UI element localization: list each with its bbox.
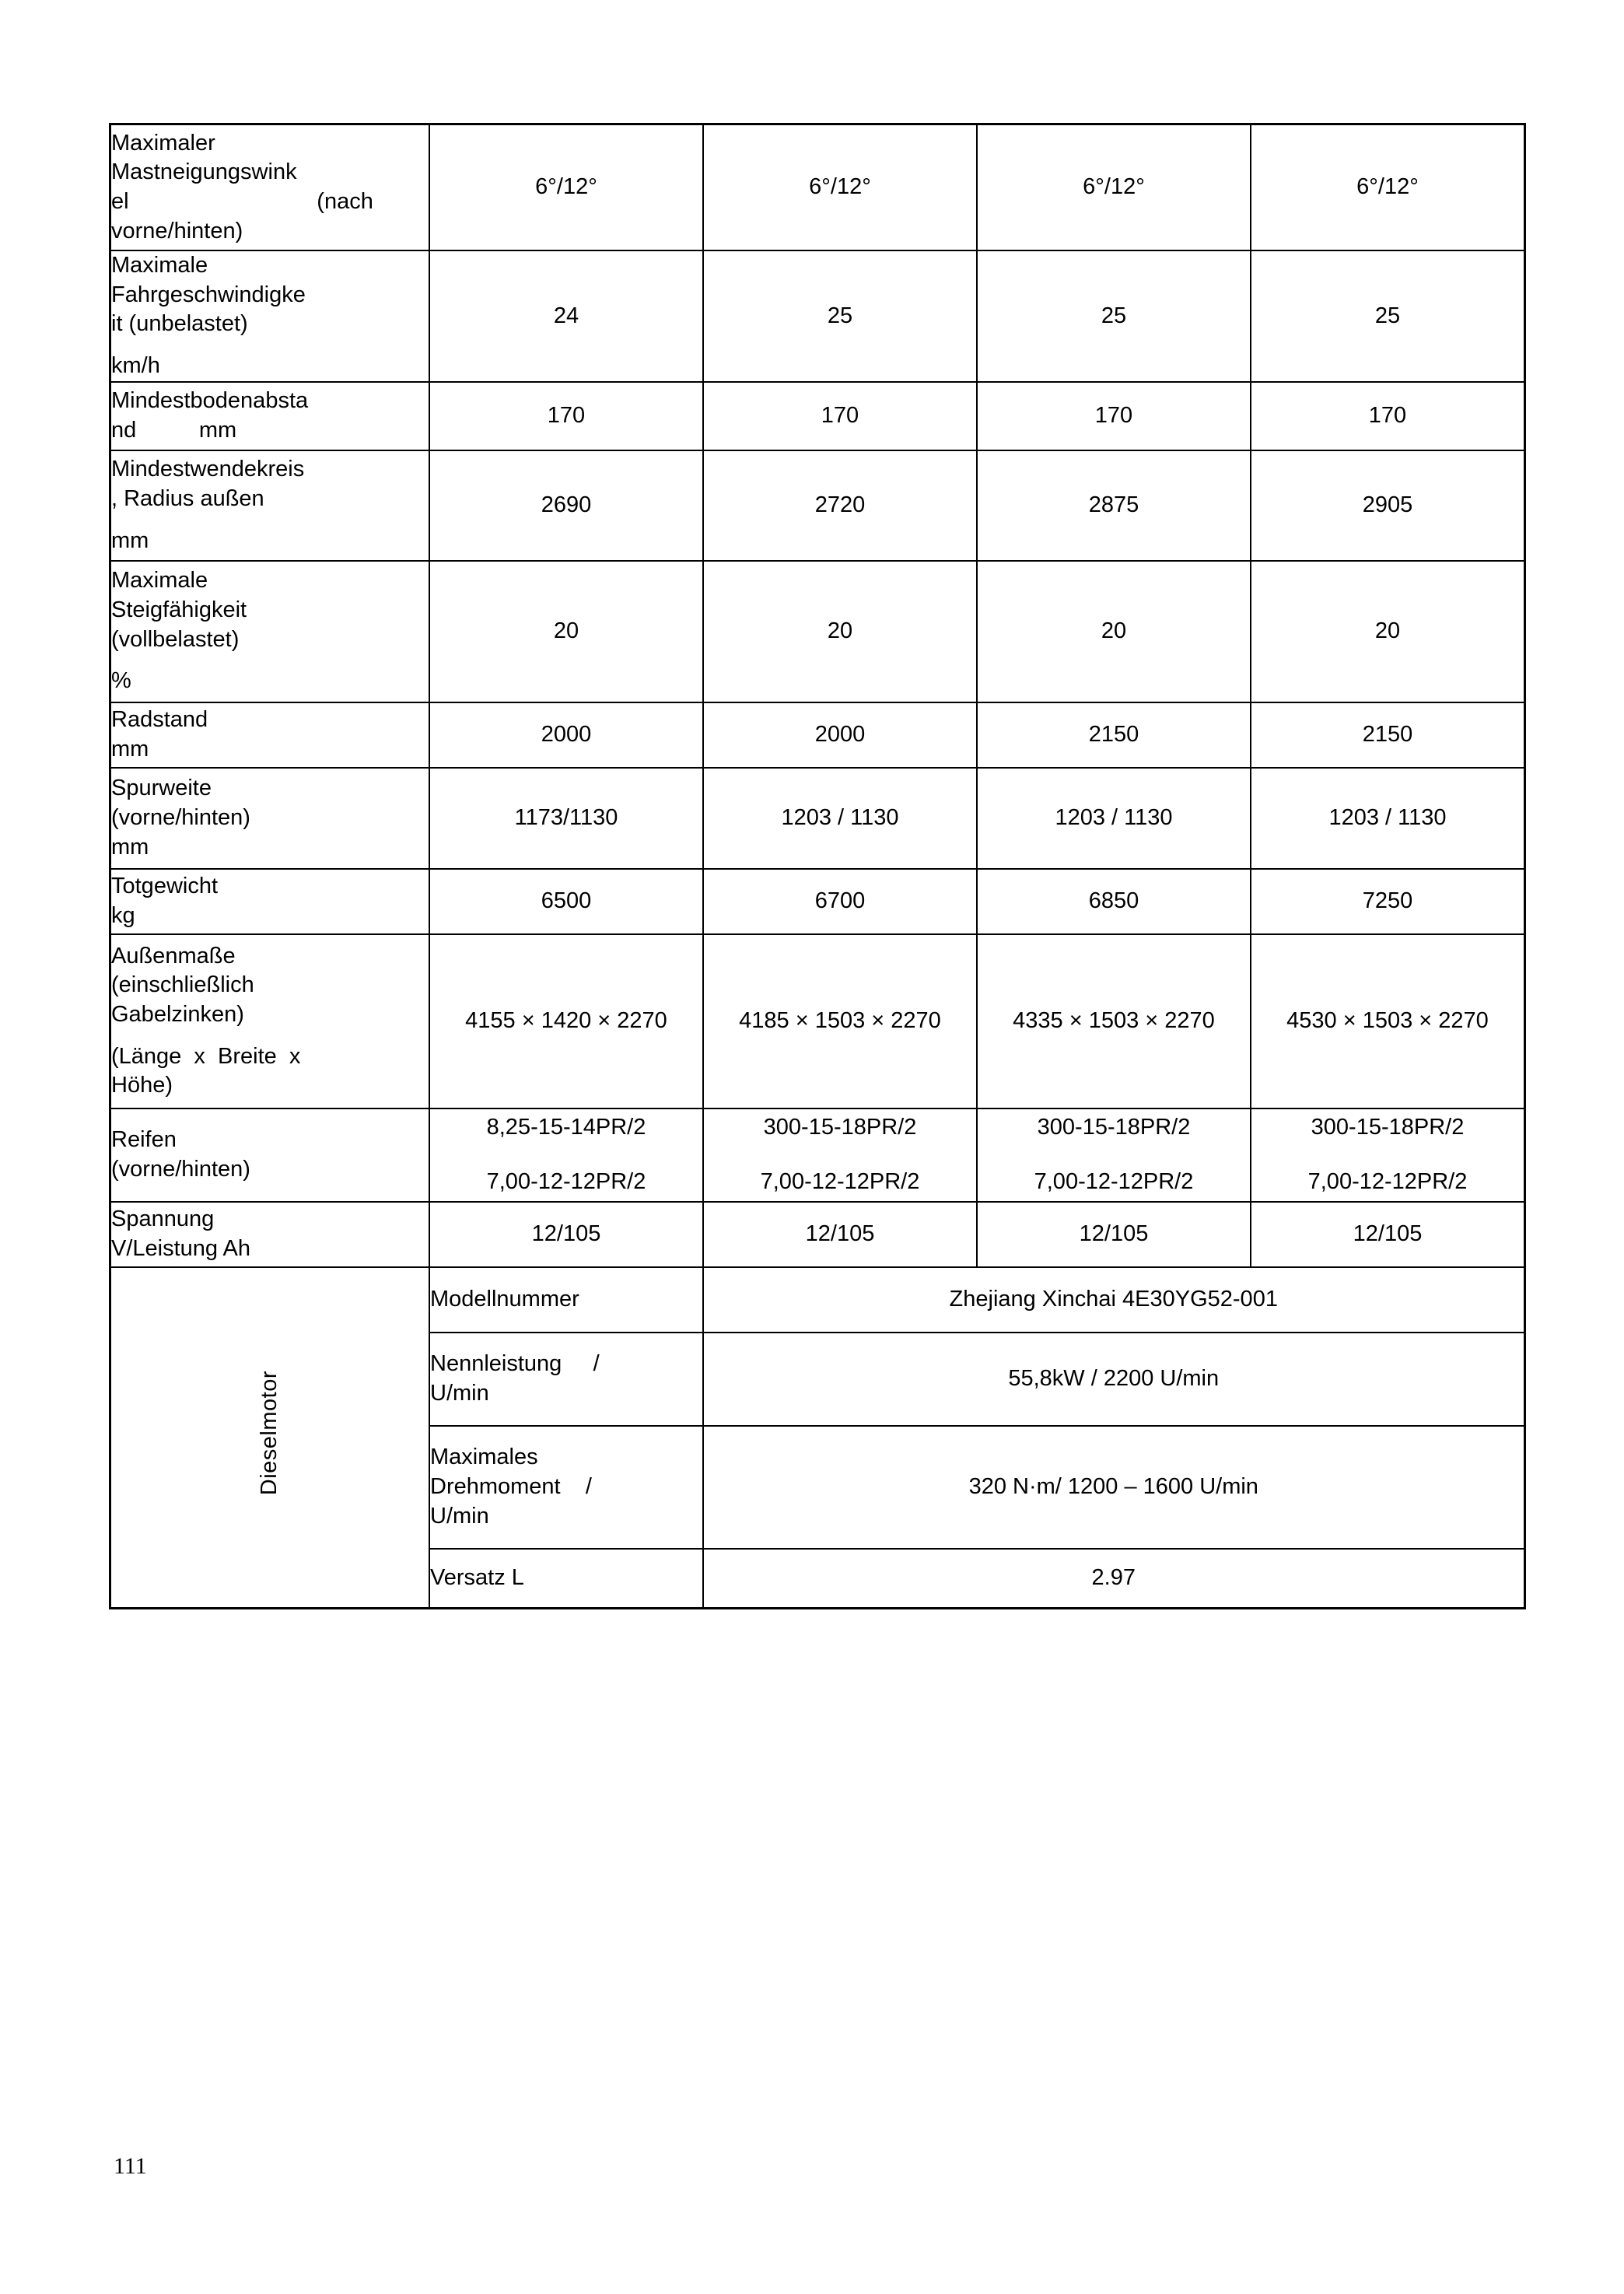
cell-value bbox=[429, 1108, 703, 1202]
label-line: mm bbox=[111, 834, 149, 860]
label-line: Mindestbodenabsta bbox=[111, 388, 309, 414]
cell-value: 20 bbox=[429, 561, 703, 702]
table-row bbox=[110, 934, 1525, 1108]
cell-value: 6°/12° bbox=[429, 124, 703, 251]
label-line: Fahrgeschwindigke bbox=[111, 282, 306, 307]
label-line: Modellnummer bbox=[430, 1286, 579, 1312]
row-label-displacement bbox=[429, 1549, 703, 1609]
cell-value: 4155 × 1420 × 2270 bbox=[429, 934, 703, 1108]
table-row bbox=[110, 1108, 1525, 1202]
cell-value: 6700 bbox=[703, 869, 977, 934]
row-label-tyres bbox=[110, 1108, 430, 1202]
row-label-max-torque-rpm bbox=[429, 1426, 703, 1549]
cell-value: 170 bbox=[703, 382, 977, 450]
label-line: Maximales bbox=[430, 1445, 538, 1470]
cell-value: 6500 bbox=[429, 869, 703, 934]
label-line: kg bbox=[111, 902, 135, 928]
label-line: Spurweite bbox=[111, 776, 212, 801]
cell-value bbox=[703, 1108, 977, 1202]
label-line: Maximaler bbox=[111, 130, 215, 156]
label-line: , Radius außen bbox=[111, 485, 264, 511]
cell-value: 7250 bbox=[1251, 869, 1524, 934]
label-line: Spannung bbox=[111, 1207, 215, 1232]
label-line: mm bbox=[111, 736, 149, 762]
page-number: 111 bbox=[114, 2153, 147, 2179]
label-line: Maximale bbox=[111, 253, 208, 278]
tyre-front: 300-15-18PR/2 bbox=[1311, 1115, 1465, 1140]
cell-value: 12/105 bbox=[977, 1202, 1251, 1267]
table-row bbox=[110, 702, 1525, 768]
label-line: Mindestwendekreis bbox=[111, 457, 305, 482]
cell-value: 1173/1130 bbox=[429, 768, 703, 869]
label-line: mm bbox=[111, 527, 149, 553]
cell-value: 4530 × 1503 × 2270 bbox=[1251, 934, 1524, 1108]
row-label-min-turning-radius bbox=[110, 450, 430, 561]
table-row bbox=[110, 382, 1525, 450]
row-label-max-travel-speed bbox=[110, 250, 430, 382]
label-line: Steigfähigkeit bbox=[111, 597, 247, 623]
cell-value: 2000 bbox=[703, 702, 977, 768]
table-row bbox=[110, 1202, 1525, 1267]
label-line: Mastneigungswink bbox=[111, 159, 297, 185]
cell-value: 1203 / 1130 bbox=[703, 768, 977, 869]
cell-value-engine-model-number: Zhejiang Xinchai 4E30YG52-001 bbox=[703, 1267, 1524, 1333]
tyre-rear: 7,00-12-12PR/2 bbox=[1034, 1168, 1194, 1194]
specification-table-container bbox=[109, 123, 1515, 1609]
label-line: Drehmoment / bbox=[430, 1473, 592, 1499]
table-row bbox=[110, 124, 1525, 251]
cell-value-rated-power-rpm: 55,8kW / 2200 U/min bbox=[703, 1333, 1524, 1426]
cell-value: 2905 bbox=[1251, 450, 1524, 561]
label-line: Reifen bbox=[111, 1127, 177, 1153]
tyre-rear: 7,00-12-12PR/2 bbox=[1307, 1168, 1468, 1194]
cell-value: 2690 bbox=[429, 450, 703, 561]
table-row bbox=[110, 768, 1525, 869]
cell-value: 12/105 bbox=[1251, 1202, 1524, 1267]
cell-value: 12/105 bbox=[703, 1202, 977, 1267]
cell-value: 6°/12° bbox=[703, 124, 977, 251]
row-label-engine-model-number bbox=[429, 1267, 703, 1333]
label-line: (vorne/hinten) bbox=[111, 1156, 250, 1182]
cell-value: 20 bbox=[977, 561, 1251, 702]
label-line: % bbox=[111, 668, 131, 694]
label-line: Radstand bbox=[111, 707, 208, 733]
label-line: Totgewicht bbox=[111, 874, 219, 899]
specification-table bbox=[109, 123, 1526, 1609]
cell-value: 6°/12° bbox=[977, 124, 1251, 251]
table-row bbox=[110, 561, 1525, 702]
specification-table-body bbox=[110, 124, 1525, 1609]
row-label-battery-voltage-capacity bbox=[110, 1202, 430, 1267]
cell-value-max-torque-rpm: 320 N·m/ 1200 – 1600 U/min bbox=[703, 1426, 1524, 1549]
label-line: Versatz L bbox=[430, 1564, 524, 1590]
tyre-rear: 7,00-12-12PR/2 bbox=[760, 1168, 920, 1194]
cell-value: 170 bbox=[977, 382, 1251, 450]
label-line: Nennleistung / bbox=[430, 1351, 600, 1377]
row-label-dead-weight bbox=[110, 869, 430, 934]
row-label-mast-tilt-angle bbox=[110, 124, 430, 251]
label-line: vorne/hinten) bbox=[111, 218, 243, 243]
row-label-max-gradeability bbox=[110, 561, 430, 702]
tyre-front: 300-15-18PR/2 bbox=[763, 1115, 917, 1140]
cell-value: 170 bbox=[429, 382, 703, 450]
cell-value: 4185 × 1503 × 2270 bbox=[703, 934, 977, 1108]
label-line: Höhe) bbox=[111, 1073, 173, 1098]
cell-value bbox=[977, 1108, 1251, 1202]
table-row bbox=[110, 450, 1525, 561]
section-label-diesel-engine bbox=[110, 1267, 430, 1609]
cell-value: 6°/12° bbox=[1251, 124, 1524, 251]
cell-value: 25 bbox=[1251, 250, 1524, 382]
cell-value: 12/105 bbox=[429, 1202, 703, 1267]
row-label-wheelbase bbox=[110, 702, 430, 768]
label-line: (vorne/hinten) bbox=[111, 804, 250, 830]
section-label-text: Dieselmotor bbox=[257, 1371, 282, 1496]
cell-value: 1203 / 1130 bbox=[977, 768, 1251, 869]
label-line: V/Leistung Ah bbox=[111, 1235, 250, 1261]
label-line: Maximale bbox=[111, 568, 208, 594]
row-label-track-width bbox=[110, 768, 430, 869]
label-line: U/min bbox=[430, 1380, 489, 1406]
label-line: Außenmaße bbox=[111, 943, 236, 968]
label-line: U/min bbox=[430, 1503, 489, 1529]
cell-value: 2875 bbox=[977, 450, 1251, 561]
table-row bbox=[110, 250, 1525, 382]
row-label-overall-dimensions bbox=[110, 934, 430, 1108]
cell-value bbox=[1251, 1108, 1524, 1202]
cell-value: 2150 bbox=[1251, 702, 1524, 768]
tyre-front: 300-15-18PR/2 bbox=[1037, 1115, 1191, 1140]
label-line: it (unbelastet) bbox=[111, 311, 248, 337]
cell-value: 25 bbox=[977, 250, 1251, 382]
label-line: el (nach bbox=[111, 189, 373, 214]
cell-value: 170 bbox=[1251, 382, 1524, 450]
label-line: (vollbelastet) bbox=[111, 626, 240, 652]
label-line: nd mm bbox=[111, 417, 237, 443]
cell-value-displacement: 2.97 bbox=[703, 1549, 1524, 1609]
cell-value: 6850 bbox=[977, 869, 1251, 934]
label-line: km/h bbox=[111, 353, 160, 379]
cell-value: 1203 / 1130 bbox=[1251, 768, 1524, 869]
tyre-rear: 7,00-12-12PR/2 bbox=[486, 1168, 646, 1194]
cell-value: 20 bbox=[1251, 561, 1524, 702]
label-line: (Länge x Breite x bbox=[111, 1043, 301, 1069]
table-row bbox=[110, 1267, 1525, 1333]
row-label-rated-power-rpm bbox=[429, 1333, 703, 1426]
cell-value: 2150 bbox=[977, 702, 1251, 768]
cell-value: 24 bbox=[429, 250, 703, 382]
cell-value: 4335 × 1503 × 2270 bbox=[977, 934, 1251, 1108]
cell-value: 2720 bbox=[703, 450, 977, 561]
tyre-front: 8,25-15-14PR/2 bbox=[486, 1115, 646, 1140]
label-line: Gabelzinken) bbox=[111, 1001, 244, 1027]
table-row bbox=[110, 869, 1525, 934]
cell-value: 2000 bbox=[429, 702, 703, 768]
row-label-min-ground-clearance bbox=[110, 382, 430, 450]
label-line: (einschließlich bbox=[111, 972, 254, 998]
cell-value: 20 bbox=[703, 561, 977, 702]
cell-value: 25 bbox=[703, 250, 977, 382]
